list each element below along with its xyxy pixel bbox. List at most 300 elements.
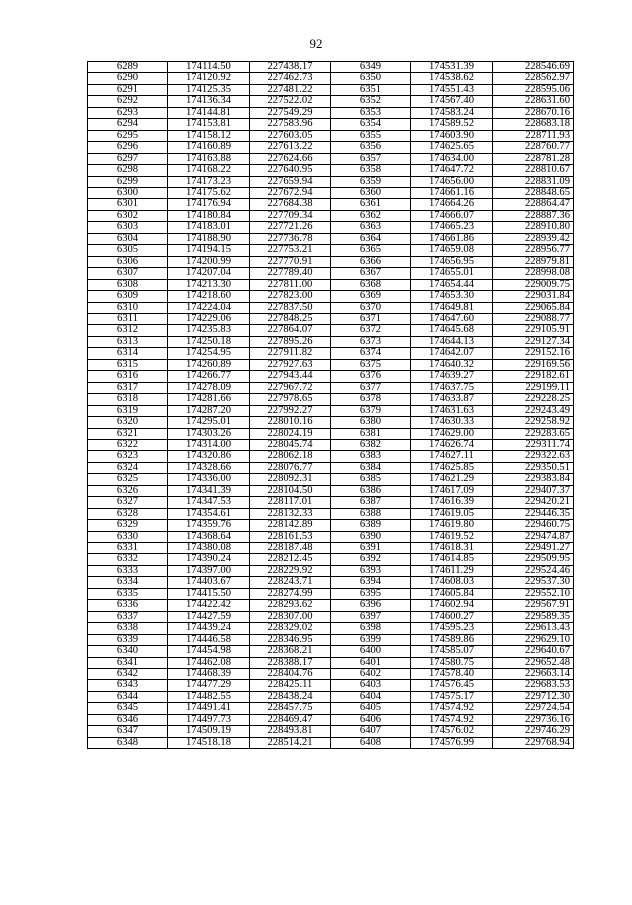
point-number-cell: 6378 bbox=[331, 394, 411, 405]
x-coordinate-cell: 174661.86 bbox=[411, 233, 493, 244]
point-number-cell: 6308 bbox=[88, 279, 168, 290]
point-number-cell: 6311 bbox=[88, 313, 168, 324]
x-coordinate-cell: 174626.74 bbox=[411, 439, 493, 450]
table-row bbox=[88, 256, 574, 267]
y-coordinate-cell: 228024.19 bbox=[250, 428, 331, 439]
y-coordinate-cell: 228132.33 bbox=[250, 508, 331, 519]
point-number-cell: 6318 bbox=[88, 394, 168, 405]
x-coordinate-cell: 174163.88 bbox=[168, 153, 250, 164]
x-coordinate-cell: 174482.55 bbox=[168, 691, 250, 702]
table-row bbox=[88, 611, 574, 622]
y-coordinate-cell: 228457.75 bbox=[250, 703, 331, 714]
y-coordinate-cell: 227522.02 bbox=[250, 96, 331, 107]
x-coordinate-cell: 174359.76 bbox=[168, 520, 250, 531]
x-coordinate-cell: 174580.75 bbox=[411, 657, 493, 668]
y-coordinate-cell: 229509.95 bbox=[493, 554, 574, 565]
x-coordinate-cell: 174665.23 bbox=[411, 222, 493, 233]
table-row bbox=[88, 417, 574, 428]
table-row bbox=[88, 62, 574, 73]
coordinates-table-body bbox=[88, 62, 574, 749]
y-coordinate-cell: 228781.28 bbox=[493, 153, 574, 164]
point-number-cell: 6396 bbox=[331, 600, 411, 611]
y-coordinate-cell: 229567.91 bbox=[493, 600, 574, 611]
point-number-cell: 6291 bbox=[88, 84, 168, 95]
table-row bbox=[88, 646, 574, 657]
x-coordinate-cell: 174664.26 bbox=[411, 199, 493, 210]
x-coordinate-cell: 174180.84 bbox=[168, 210, 250, 221]
x-coordinate-cell: 174639.27 bbox=[411, 371, 493, 382]
x-coordinate-cell: 174183.01 bbox=[168, 222, 250, 233]
table-row bbox=[88, 210, 574, 221]
y-coordinate-cell: 228117.01 bbox=[250, 497, 331, 508]
y-coordinate-cell: 229283.65 bbox=[493, 428, 574, 439]
y-coordinate-cell: 229420.21 bbox=[493, 497, 574, 508]
table-row bbox=[88, 107, 574, 118]
x-coordinate-cell: 174207.04 bbox=[168, 268, 250, 279]
x-coordinate-cell: 174176.94 bbox=[168, 199, 250, 210]
point-number-cell: 6325 bbox=[88, 474, 168, 485]
y-coordinate-cell: 229640.67 bbox=[493, 646, 574, 657]
table-row bbox=[88, 439, 574, 450]
y-coordinate-cell: 227613.22 bbox=[250, 142, 331, 153]
point-number-cell: 6307 bbox=[88, 268, 168, 279]
x-coordinate-cell: 174158.12 bbox=[168, 130, 250, 141]
y-coordinate-cell: 229491.27 bbox=[493, 543, 574, 554]
x-coordinate-cell: 174477.29 bbox=[168, 680, 250, 691]
table-row bbox=[88, 451, 574, 462]
y-coordinate-cell: 227992.27 bbox=[250, 405, 331, 416]
point-number-cell: 6329 bbox=[88, 520, 168, 531]
point-number-cell: 6390 bbox=[331, 531, 411, 542]
point-number-cell: 6348 bbox=[88, 737, 168, 748]
table-row bbox=[88, 531, 574, 542]
x-coordinate-cell: 174666.07 bbox=[411, 210, 493, 221]
y-coordinate-cell: 228887.36 bbox=[493, 210, 574, 221]
point-number-cell: 6363 bbox=[331, 222, 411, 233]
y-coordinate-cell: 228274.99 bbox=[250, 588, 331, 599]
x-coordinate-cell: 174575.17 bbox=[411, 691, 493, 702]
y-coordinate-cell: 227848.25 bbox=[250, 313, 331, 324]
point-number-cell: 6334 bbox=[88, 577, 168, 588]
table-row bbox=[88, 577, 574, 588]
point-number-cell: 6335 bbox=[88, 588, 168, 599]
y-coordinate-cell: 228293.62 bbox=[250, 600, 331, 611]
x-coordinate-cell: 174320.86 bbox=[168, 451, 250, 462]
point-number-cell: 6374 bbox=[331, 348, 411, 359]
table-row bbox=[88, 691, 574, 702]
point-number-cell: 6384 bbox=[331, 462, 411, 473]
y-coordinate-cell: 228670.16 bbox=[493, 107, 574, 118]
x-coordinate-cell: 174603.90 bbox=[411, 130, 493, 141]
point-number-cell: 6402 bbox=[331, 669, 411, 680]
y-coordinate-cell: 227438.17 bbox=[250, 62, 331, 73]
point-number-cell: 6382 bbox=[331, 439, 411, 450]
y-coordinate-cell: 228404.76 bbox=[250, 669, 331, 680]
x-coordinate-cell: 174427.59 bbox=[168, 611, 250, 622]
point-number-cell: 6290 bbox=[88, 73, 168, 84]
point-number-cell: 6354 bbox=[331, 119, 411, 130]
point-number-cell: 6387 bbox=[331, 497, 411, 508]
point-number-cell: 6302 bbox=[88, 210, 168, 221]
x-coordinate-cell: 174260.89 bbox=[168, 359, 250, 370]
table-row bbox=[88, 485, 574, 496]
y-coordinate-cell: 228956.77 bbox=[493, 245, 574, 256]
y-coordinate-cell: 227736.78 bbox=[250, 233, 331, 244]
y-coordinate-cell: 229031.84 bbox=[493, 291, 574, 302]
point-number-cell: 6352 bbox=[331, 96, 411, 107]
table-row bbox=[88, 119, 574, 130]
point-number-cell: 6380 bbox=[331, 417, 411, 428]
point-number-cell: 6401 bbox=[331, 657, 411, 668]
y-coordinate-cell: 229736.16 bbox=[493, 714, 574, 725]
point-number-cell: 6324 bbox=[88, 462, 168, 473]
point-number-cell: 6394 bbox=[331, 577, 411, 588]
table-row bbox=[88, 726, 574, 737]
y-coordinate-cell: 227837.50 bbox=[250, 302, 331, 313]
y-coordinate-cell: 228848.65 bbox=[493, 187, 574, 198]
point-number-cell: 6313 bbox=[88, 336, 168, 347]
table-row bbox=[88, 462, 574, 473]
point-number-cell: 6371 bbox=[331, 313, 411, 324]
point-number-cell: 6315 bbox=[88, 359, 168, 370]
x-coordinate-cell: 174645.68 bbox=[411, 325, 493, 336]
point-number-cell: 6364 bbox=[331, 233, 411, 244]
table-row bbox=[88, 554, 574, 565]
point-number-cell: 6323 bbox=[88, 451, 168, 462]
point-number-cell: 6356 bbox=[331, 142, 411, 153]
x-coordinate-cell: 174287.20 bbox=[168, 405, 250, 416]
x-coordinate-cell: 174655.01 bbox=[411, 268, 493, 279]
x-coordinate-cell: 174235.83 bbox=[168, 325, 250, 336]
y-coordinate-cell: 227978.65 bbox=[250, 394, 331, 405]
x-coordinate-cell: 174659.08 bbox=[411, 245, 493, 256]
x-coordinate-cell: 174656.00 bbox=[411, 176, 493, 187]
point-number-cell: 6326 bbox=[88, 485, 168, 496]
x-coordinate-cell: 174574.92 bbox=[411, 714, 493, 725]
y-coordinate-cell: 229589.35 bbox=[493, 611, 574, 622]
point-number-cell: 6316 bbox=[88, 371, 168, 382]
point-number-cell: 6339 bbox=[88, 634, 168, 645]
y-coordinate-cell: 228631.60 bbox=[493, 96, 574, 107]
y-coordinate-cell: 229105.91 bbox=[493, 325, 574, 336]
y-coordinate-cell: 228562.97 bbox=[493, 73, 574, 84]
point-number-cell: 6350 bbox=[331, 73, 411, 84]
x-coordinate-cell: 174354.61 bbox=[168, 508, 250, 519]
x-coordinate-cell: 174629.00 bbox=[411, 428, 493, 439]
y-coordinate-cell: 229768.94 bbox=[493, 737, 574, 748]
y-coordinate-cell: 227709.34 bbox=[250, 210, 331, 221]
x-coordinate-cell: 174415.50 bbox=[168, 588, 250, 599]
x-coordinate-cell: 174656.95 bbox=[411, 256, 493, 267]
table-row bbox=[88, 165, 574, 176]
x-coordinate-cell: 174175.62 bbox=[168, 187, 250, 198]
table-row bbox=[88, 680, 574, 691]
y-coordinate-cell: 228711.93 bbox=[493, 130, 574, 141]
coordinates-table bbox=[87, 61, 574, 749]
point-number-cell: 6395 bbox=[331, 588, 411, 599]
point-number-cell: 6312 bbox=[88, 325, 168, 336]
point-number-cell: 6362 bbox=[331, 210, 411, 221]
point-number-cell: 6404 bbox=[331, 691, 411, 702]
x-coordinate-cell: 174160.89 bbox=[168, 142, 250, 153]
y-coordinate-cell: 229199.11 bbox=[493, 382, 574, 393]
y-coordinate-cell: 229524.46 bbox=[493, 565, 574, 576]
table-row bbox=[88, 657, 574, 668]
x-coordinate-cell: 174578.40 bbox=[411, 669, 493, 680]
x-coordinate-cell: 174491.41 bbox=[168, 703, 250, 714]
x-coordinate-cell: 174336.00 bbox=[168, 474, 250, 485]
point-number-cell: 6408 bbox=[331, 737, 411, 748]
point-number-cell: 6379 bbox=[331, 405, 411, 416]
x-coordinate-cell: 174602.94 bbox=[411, 600, 493, 611]
point-number-cell: 6385 bbox=[331, 474, 411, 485]
point-number-cell: 6357 bbox=[331, 153, 411, 164]
point-number-cell: 6388 bbox=[331, 508, 411, 519]
x-coordinate-cell: 174617.09 bbox=[411, 485, 493, 496]
x-coordinate-cell: 174218.60 bbox=[168, 291, 250, 302]
point-number-cell: 6341 bbox=[88, 657, 168, 668]
table-row bbox=[88, 153, 574, 164]
y-coordinate-cell: 229182.61 bbox=[493, 371, 574, 382]
x-coordinate-cell: 174640.32 bbox=[411, 359, 493, 370]
x-coordinate-cell: 174618.31 bbox=[411, 543, 493, 554]
y-coordinate-cell: 228683.18 bbox=[493, 119, 574, 130]
x-coordinate-cell: 174625.65 bbox=[411, 142, 493, 153]
x-coordinate-cell: 174576.45 bbox=[411, 680, 493, 691]
point-number-cell: 6320 bbox=[88, 417, 168, 428]
y-coordinate-cell: 228161.53 bbox=[250, 531, 331, 542]
x-coordinate-cell: 174120.92 bbox=[168, 73, 250, 84]
point-number-cell: 6327 bbox=[88, 497, 168, 508]
y-coordinate-cell: 228212.45 bbox=[250, 554, 331, 565]
x-coordinate-cell: 174497.73 bbox=[168, 714, 250, 725]
x-coordinate-cell: 174642.07 bbox=[411, 348, 493, 359]
point-number-cell: 6405 bbox=[331, 703, 411, 714]
point-number-cell: 6342 bbox=[88, 669, 168, 680]
y-coordinate-cell: 227462.73 bbox=[250, 73, 331, 84]
point-number-cell: 6372 bbox=[331, 325, 411, 336]
point-number-cell: 6309 bbox=[88, 291, 168, 302]
point-number-cell: 6399 bbox=[331, 634, 411, 645]
point-number-cell: 6314 bbox=[88, 348, 168, 359]
x-coordinate-cell: 174168.22 bbox=[168, 165, 250, 176]
point-number-cell: 6304 bbox=[88, 233, 168, 244]
table-row bbox=[88, 714, 574, 725]
y-coordinate-cell: 229712.30 bbox=[493, 691, 574, 702]
x-coordinate-cell: 174144.81 bbox=[168, 107, 250, 118]
table-row bbox=[88, 737, 574, 748]
x-coordinate-cell: 174422.42 bbox=[168, 600, 250, 611]
point-number-cell: 6393 bbox=[331, 565, 411, 576]
y-coordinate-cell: 227721.26 bbox=[250, 222, 331, 233]
x-coordinate-cell: 174633.87 bbox=[411, 394, 493, 405]
y-coordinate-cell: 229009.75 bbox=[493, 279, 574, 290]
table-row bbox=[88, 176, 574, 187]
x-coordinate-cell: 174619.05 bbox=[411, 508, 493, 519]
table-row bbox=[88, 394, 574, 405]
table-row bbox=[88, 130, 574, 141]
point-number-cell: 6299 bbox=[88, 176, 168, 187]
y-coordinate-cell: 229746.29 bbox=[493, 726, 574, 737]
point-number-cell: 6300 bbox=[88, 187, 168, 198]
y-coordinate-cell: 228469.47 bbox=[250, 714, 331, 725]
point-number-cell: 6406 bbox=[331, 714, 411, 725]
y-coordinate-cell: 227672.94 bbox=[250, 187, 331, 198]
y-coordinate-cell: 227753.21 bbox=[250, 245, 331, 256]
y-coordinate-cell: 229446.35 bbox=[493, 508, 574, 519]
y-coordinate-cell: 228329.02 bbox=[250, 623, 331, 634]
y-coordinate-cell: 227864.07 bbox=[250, 325, 331, 336]
y-coordinate-cell: 227583.96 bbox=[250, 119, 331, 130]
x-coordinate-cell: 174616.39 bbox=[411, 497, 493, 508]
y-coordinate-cell: 228760.77 bbox=[493, 142, 574, 153]
table-row bbox=[88, 474, 574, 485]
y-coordinate-cell: 229407.37 bbox=[493, 485, 574, 496]
table-row bbox=[88, 382, 574, 393]
y-coordinate-cell: 227811.00 bbox=[250, 279, 331, 290]
x-coordinate-cell: 174538.62 bbox=[411, 73, 493, 84]
x-coordinate-cell: 174439.24 bbox=[168, 623, 250, 634]
y-coordinate-cell: 227659.94 bbox=[250, 176, 331, 187]
point-number-cell: 6317 bbox=[88, 382, 168, 393]
point-number-cell: 6389 bbox=[331, 520, 411, 531]
y-coordinate-cell: 229552.10 bbox=[493, 588, 574, 599]
x-coordinate-cell: 174595.23 bbox=[411, 623, 493, 634]
x-coordinate-cell: 174188.90 bbox=[168, 233, 250, 244]
point-number-cell: 6377 bbox=[331, 382, 411, 393]
point-number-cell: 6365 bbox=[331, 245, 411, 256]
point-number-cell: 6346 bbox=[88, 714, 168, 725]
x-coordinate-cell: 174654.44 bbox=[411, 279, 493, 290]
y-coordinate-cell: 227895.26 bbox=[250, 336, 331, 347]
y-coordinate-cell: 227624.66 bbox=[250, 153, 331, 164]
x-coordinate-cell: 174634.00 bbox=[411, 153, 493, 164]
y-coordinate-cell: 229243.49 bbox=[493, 405, 574, 416]
y-coordinate-cell: 227640.95 bbox=[250, 165, 331, 176]
table-row bbox=[88, 313, 574, 324]
x-coordinate-cell: 174403.67 bbox=[168, 577, 250, 588]
table-row bbox=[88, 634, 574, 645]
x-coordinate-cell: 174229.06 bbox=[168, 313, 250, 324]
table-row bbox=[88, 669, 574, 680]
y-coordinate-cell: 228514.21 bbox=[250, 737, 331, 748]
table-row bbox=[88, 359, 574, 370]
point-number-cell: 6367 bbox=[331, 268, 411, 279]
point-number-cell: 6403 bbox=[331, 680, 411, 691]
x-coordinate-cell: 174153.81 bbox=[168, 119, 250, 130]
y-coordinate-cell: 227789.40 bbox=[250, 268, 331, 279]
x-coordinate-cell: 174576.99 bbox=[411, 737, 493, 748]
y-coordinate-cell: 228831.09 bbox=[493, 176, 574, 187]
point-number-cell: 6340 bbox=[88, 646, 168, 657]
x-coordinate-cell: 174567.40 bbox=[411, 96, 493, 107]
x-coordinate-cell: 174281.66 bbox=[168, 394, 250, 405]
x-coordinate-cell: 174446.58 bbox=[168, 634, 250, 645]
x-coordinate-cell: 174314.00 bbox=[168, 439, 250, 450]
y-coordinate-cell: 227603.05 bbox=[250, 130, 331, 141]
table-row bbox=[88, 245, 574, 256]
point-number-cell: 6306 bbox=[88, 256, 168, 267]
y-coordinate-cell: 228810.67 bbox=[493, 165, 574, 176]
point-number-cell: 6338 bbox=[88, 623, 168, 634]
x-coordinate-cell: 174250.18 bbox=[168, 336, 250, 347]
y-coordinate-cell: 227770.91 bbox=[250, 256, 331, 267]
x-coordinate-cell: 174368.64 bbox=[168, 531, 250, 542]
table-row bbox=[88, 497, 574, 508]
point-number-cell: 6336 bbox=[88, 600, 168, 611]
point-number-cell: 6358 bbox=[331, 165, 411, 176]
x-coordinate-cell: 174589.86 bbox=[411, 634, 493, 645]
x-coordinate-cell: 174468.39 bbox=[168, 669, 250, 680]
y-coordinate-cell: 228910.80 bbox=[493, 222, 574, 233]
x-coordinate-cell: 174585.07 bbox=[411, 646, 493, 657]
x-coordinate-cell: 174605.84 bbox=[411, 588, 493, 599]
point-number-cell: 6292 bbox=[88, 96, 168, 107]
table-row bbox=[88, 520, 574, 531]
table-row bbox=[88, 187, 574, 198]
point-number-cell: 6373 bbox=[331, 336, 411, 347]
table-row bbox=[88, 623, 574, 634]
y-coordinate-cell: 228939.42 bbox=[493, 233, 574, 244]
y-coordinate-cell: 229629.10 bbox=[493, 634, 574, 645]
table-row bbox=[88, 588, 574, 599]
point-number-cell: 6381 bbox=[331, 428, 411, 439]
point-number-cell: 6366 bbox=[331, 256, 411, 267]
point-number-cell: 6321 bbox=[88, 428, 168, 439]
y-coordinate-cell: 228076.77 bbox=[250, 462, 331, 473]
table-row bbox=[88, 302, 574, 313]
point-number-cell: 6296 bbox=[88, 142, 168, 153]
table-row bbox=[88, 565, 574, 576]
y-coordinate-cell: 229169.56 bbox=[493, 359, 574, 370]
point-number-cell: 6301 bbox=[88, 199, 168, 210]
table-row bbox=[88, 222, 574, 233]
table-row bbox=[88, 268, 574, 279]
x-coordinate-cell: 174611.29 bbox=[411, 565, 493, 576]
x-coordinate-cell: 174295.01 bbox=[168, 417, 250, 428]
point-number-cell: 6344 bbox=[88, 691, 168, 702]
point-number-cell: 6360 bbox=[331, 187, 411, 198]
y-coordinate-cell: 228595.06 bbox=[493, 84, 574, 95]
x-coordinate-cell: 174462.08 bbox=[168, 657, 250, 668]
point-number-cell: 6397 bbox=[331, 611, 411, 622]
x-coordinate-cell: 174125.35 bbox=[168, 84, 250, 95]
point-number-cell: 6337 bbox=[88, 611, 168, 622]
point-number-cell: 6386 bbox=[331, 485, 411, 496]
point-number-cell: 6375 bbox=[331, 359, 411, 370]
y-coordinate-cell: 227549.29 bbox=[250, 107, 331, 118]
x-coordinate-cell: 174347.53 bbox=[168, 497, 250, 508]
table-row bbox=[88, 279, 574, 290]
y-coordinate-cell: 227927.63 bbox=[250, 359, 331, 370]
x-coordinate-cell: 174224.04 bbox=[168, 302, 250, 313]
point-number-cell: 6310 bbox=[88, 302, 168, 313]
y-coordinate-cell: 228045.74 bbox=[250, 439, 331, 450]
point-number-cell: 6353 bbox=[331, 107, 411, 118]
table-row bbox=[88, 96, 574, 107]
y-coordinate-cell: 228493.81 bbox=[250, 726, 331, 737]
point-number-cell: 6294 bbox=[88, 119, 168, 130]
table-row bbox=[88, 73, 574, 84]
x-coordinate-cell: 174328.66 bbox=[168, 462, 250, 473]
y-coordinate-cell: 229088.77 bbox=[493, 313, 574, 324]
x-coordinate-cell: 174649.81 bbox=[411, 302, 493, 313]
table-row bbox=[88, 428, 574, 439]
y-coordinate-cell: 228438.24 bbox=[250, 691, 331, 702]
point-number-cell: 6392 bbox=[331, 554, 411, 565]
point-number-cell: 6298 bbox=[88, 165, 168, 176]
y-coordinate-cell: 228062.18 bbox=[250, 451, 331, 462]
